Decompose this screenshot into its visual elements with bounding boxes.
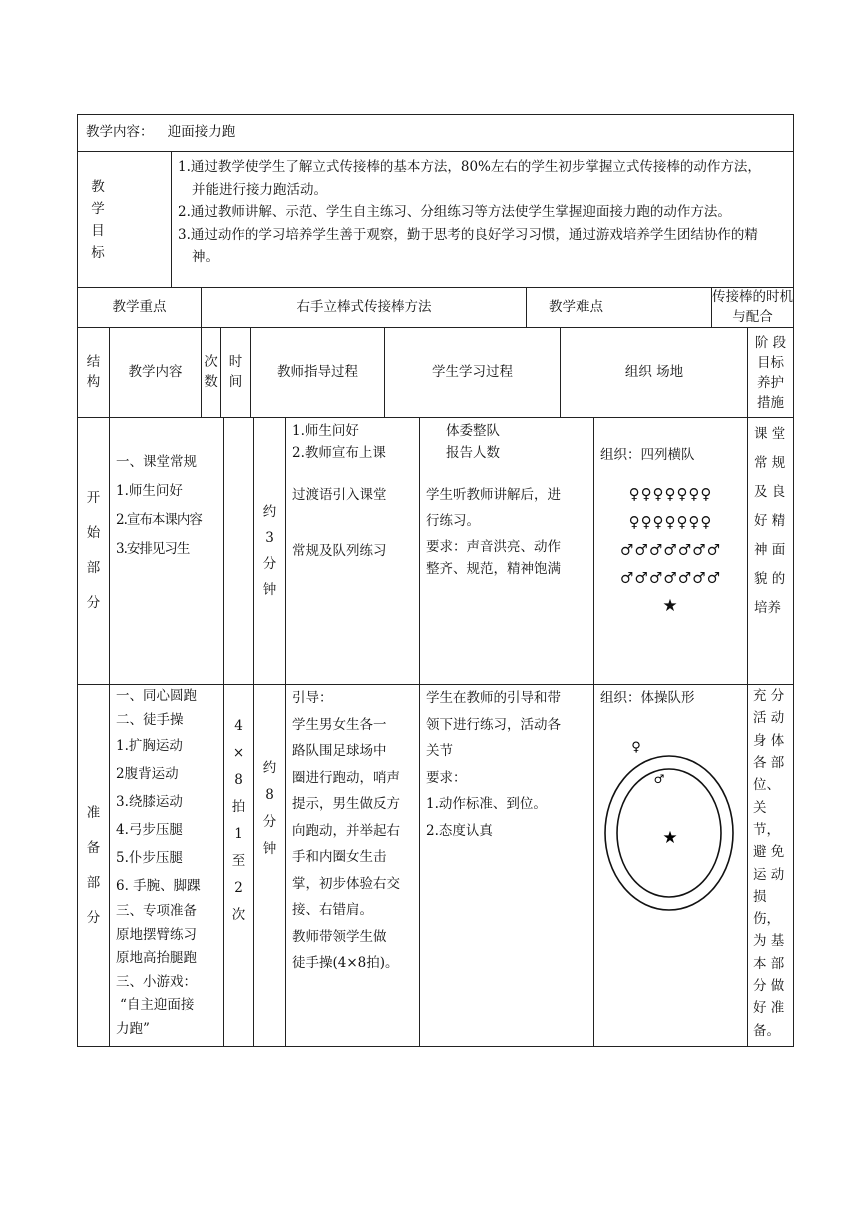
male-icon: ♂ — [653, 772, 665, 787]
content-label: 教学内容： — [86, 124, 154, 141]
concentric-circle-diagram — [598, 723, 744, 923]
prep-content: 一、同心圆跑 二、徒手操 1.扩胸运动 2腹背运动 3.绕膝运动 4.弓步压腿 5.仆步压腿 6. 手腕、脚踝 三、专项准备 原地摆臂练习 原地高抬腿跑 三、小游戏： “自主迎面接 力跑” — [110, 685, 224, 1047]
formation-row-female-2: ♀♀♀♀♀♀♀ — [628, 512, 713, 531]
col-student: 学生学习过程 — [385, 328, 561, 418]
female-icon: ♀ — [631, 740, 641, 756]
formation-row-male-2: ♂♂♂♂♂♂♂ — [619, 568, 722, 587]
start-section-row — [78, 418, 794, 685]
prep-section-name: 准 备 部 分 — [78, 685, 110, 1047]
prep-organization — [594, 685, 748, 1047]
col-duration: 时 间 — [221, 328, 251, 418]
center-star-icon: ★ — [662, 828, 678, 849]
prep-section-row — [78, 685, 794, 1047]
start-times — [224, 418, 254, 685]
key-label: 教学重点 — [78, 288, 202, 328]
formation-row-male-1: ♂♂♂♂♂♂♂ — [619, 540, 722, 559]
col-times: 次 数 — [202, 328, 221, 418]
goal-item-2: 2.通过教师讲解、示范、学生自主练习、分组练习等方法使学生掌握迎面接力跑的动作方法。 — [178, 204, 731, 220]
formation-row-female-1: ♀♀♀♀♀♀♀ — [628, 484, 713, 503]
prep-org-title: 组织：体操队形 — [600, 690, 695, 707]
difficulty-label: 教学难点 — [527, 288, 712, 328]
start-student: 体委整队 报告人数 学生听教师讲解后，进 行练习。 要求：声音洪亮、动作 整齐、规范，精神饱满 — [420, 418, 594, 685]
start-teacher: 1.师生问好 2.教师宣布上课 过渡语引入课堂 常规及队列练习 — [286, 418, 420, 685]
focus-row — [78, 288, 794, 328]
col-teacher: 教师指导过程 — [251, 328, 385, 418]
content-row — [78, 115, 794, 152]
prep-goal-care: 充 分 活 动 身 体 各 部 位、 关 节， 避 免 运 动 损 伤， 为 基 本 部 分 做 好 准 备。 — [748, 685, 794, 1047]
start-organization — [594, 418, 748, 685]
prep-times: 4 × 8 拍 1 至 2 次 — [224, 685, 254, 1047]
prep-student: 学生在教师的引导和带 领下进行练习，活动各 关节 要求： 1.动作标准、到位。 2.态度认真 — [420, 685, 594, 1047]
goals-row — [78, 152, 794, 288]
prep-duration: 约 8 分 钟 — [254, 685, 286, 1047]
start-section-name: 开 始 部 分 — [78, 418, 110, 685]
content-value: 迎面接力跑 — [167, 124, 236, 141]
goal-item-3: 3.通过动作的学习培养学生善于观察，勤于思考的良好学习习惯，通过游戏培养学生团结协作的精 — [178, 226, 758, 243]
lesson-body-table — [77, 417, 794, 1047]
goal-item-3-cont: 神。 — [192, 249, 219, 265]
column-header-row — [78, 328, 794, 418]
prep-teacher: 引导： 学生男女生各一 路队围足球场中 圈进行跑动，哨声 提示，男生做反方 向跑动，并举起右 手和内圈女生击 掌，初步体验右交 接、右错肩。 教师带领学生做 徒手操(4×8拍)。 — [286, 685, 420, 1047]
col-content: 教学内容 — [110, 328, 202, 418]
goal-item-1: 1.通过教学使学生了解立式传接棒的基本方法，80%左右的学生初步掌握立式传接棒的动作方法， — [178, 159, 761, 175]
start-duration: 约 3 分 钟 — [254, 418, 286, 685]
goals-list — [172, 152, 794, 288]
col-organization: 组织 场地 — [561, 328, 748, 418]
start-org-title: 组织：四列横队 — [600, 447, 695, 464]
difficulty-value: 传接棒的时机与配合 — [712, 288, 794, 328]
start-formation — [600, 480, 741, 620]
teacher-star-icon: ★ — [662, 595, 679, 616]
col-structure: 结 构 — [78, 328, 110, 418]
goal-item-1-cont: 并能进行接力跑活动。 — [192, 181, 327, 198]
col-goal-care: 阶 段 目标 养护 措施 — [748, 328, 794, 418]
key-value: 右手立棒式传接棒方法 — [202, 288, 527, 328]
start-content: 一、课堂常规 1.师生问好 2.宣布本课内容 3.安排见习生 — [110, 418, 224, 685]
lesson-plan-sheet — [77, 114, 793, 1047]
start-goal-care: 课 堂 常 规 及 良 好 精 神 面 貌 的 培养 — [748, 418, 794, 685]
goals-label: 教 学 目 标 — [78, 152, 172, 288]
lesson-plan-table — [77, 114, 794, 418]
